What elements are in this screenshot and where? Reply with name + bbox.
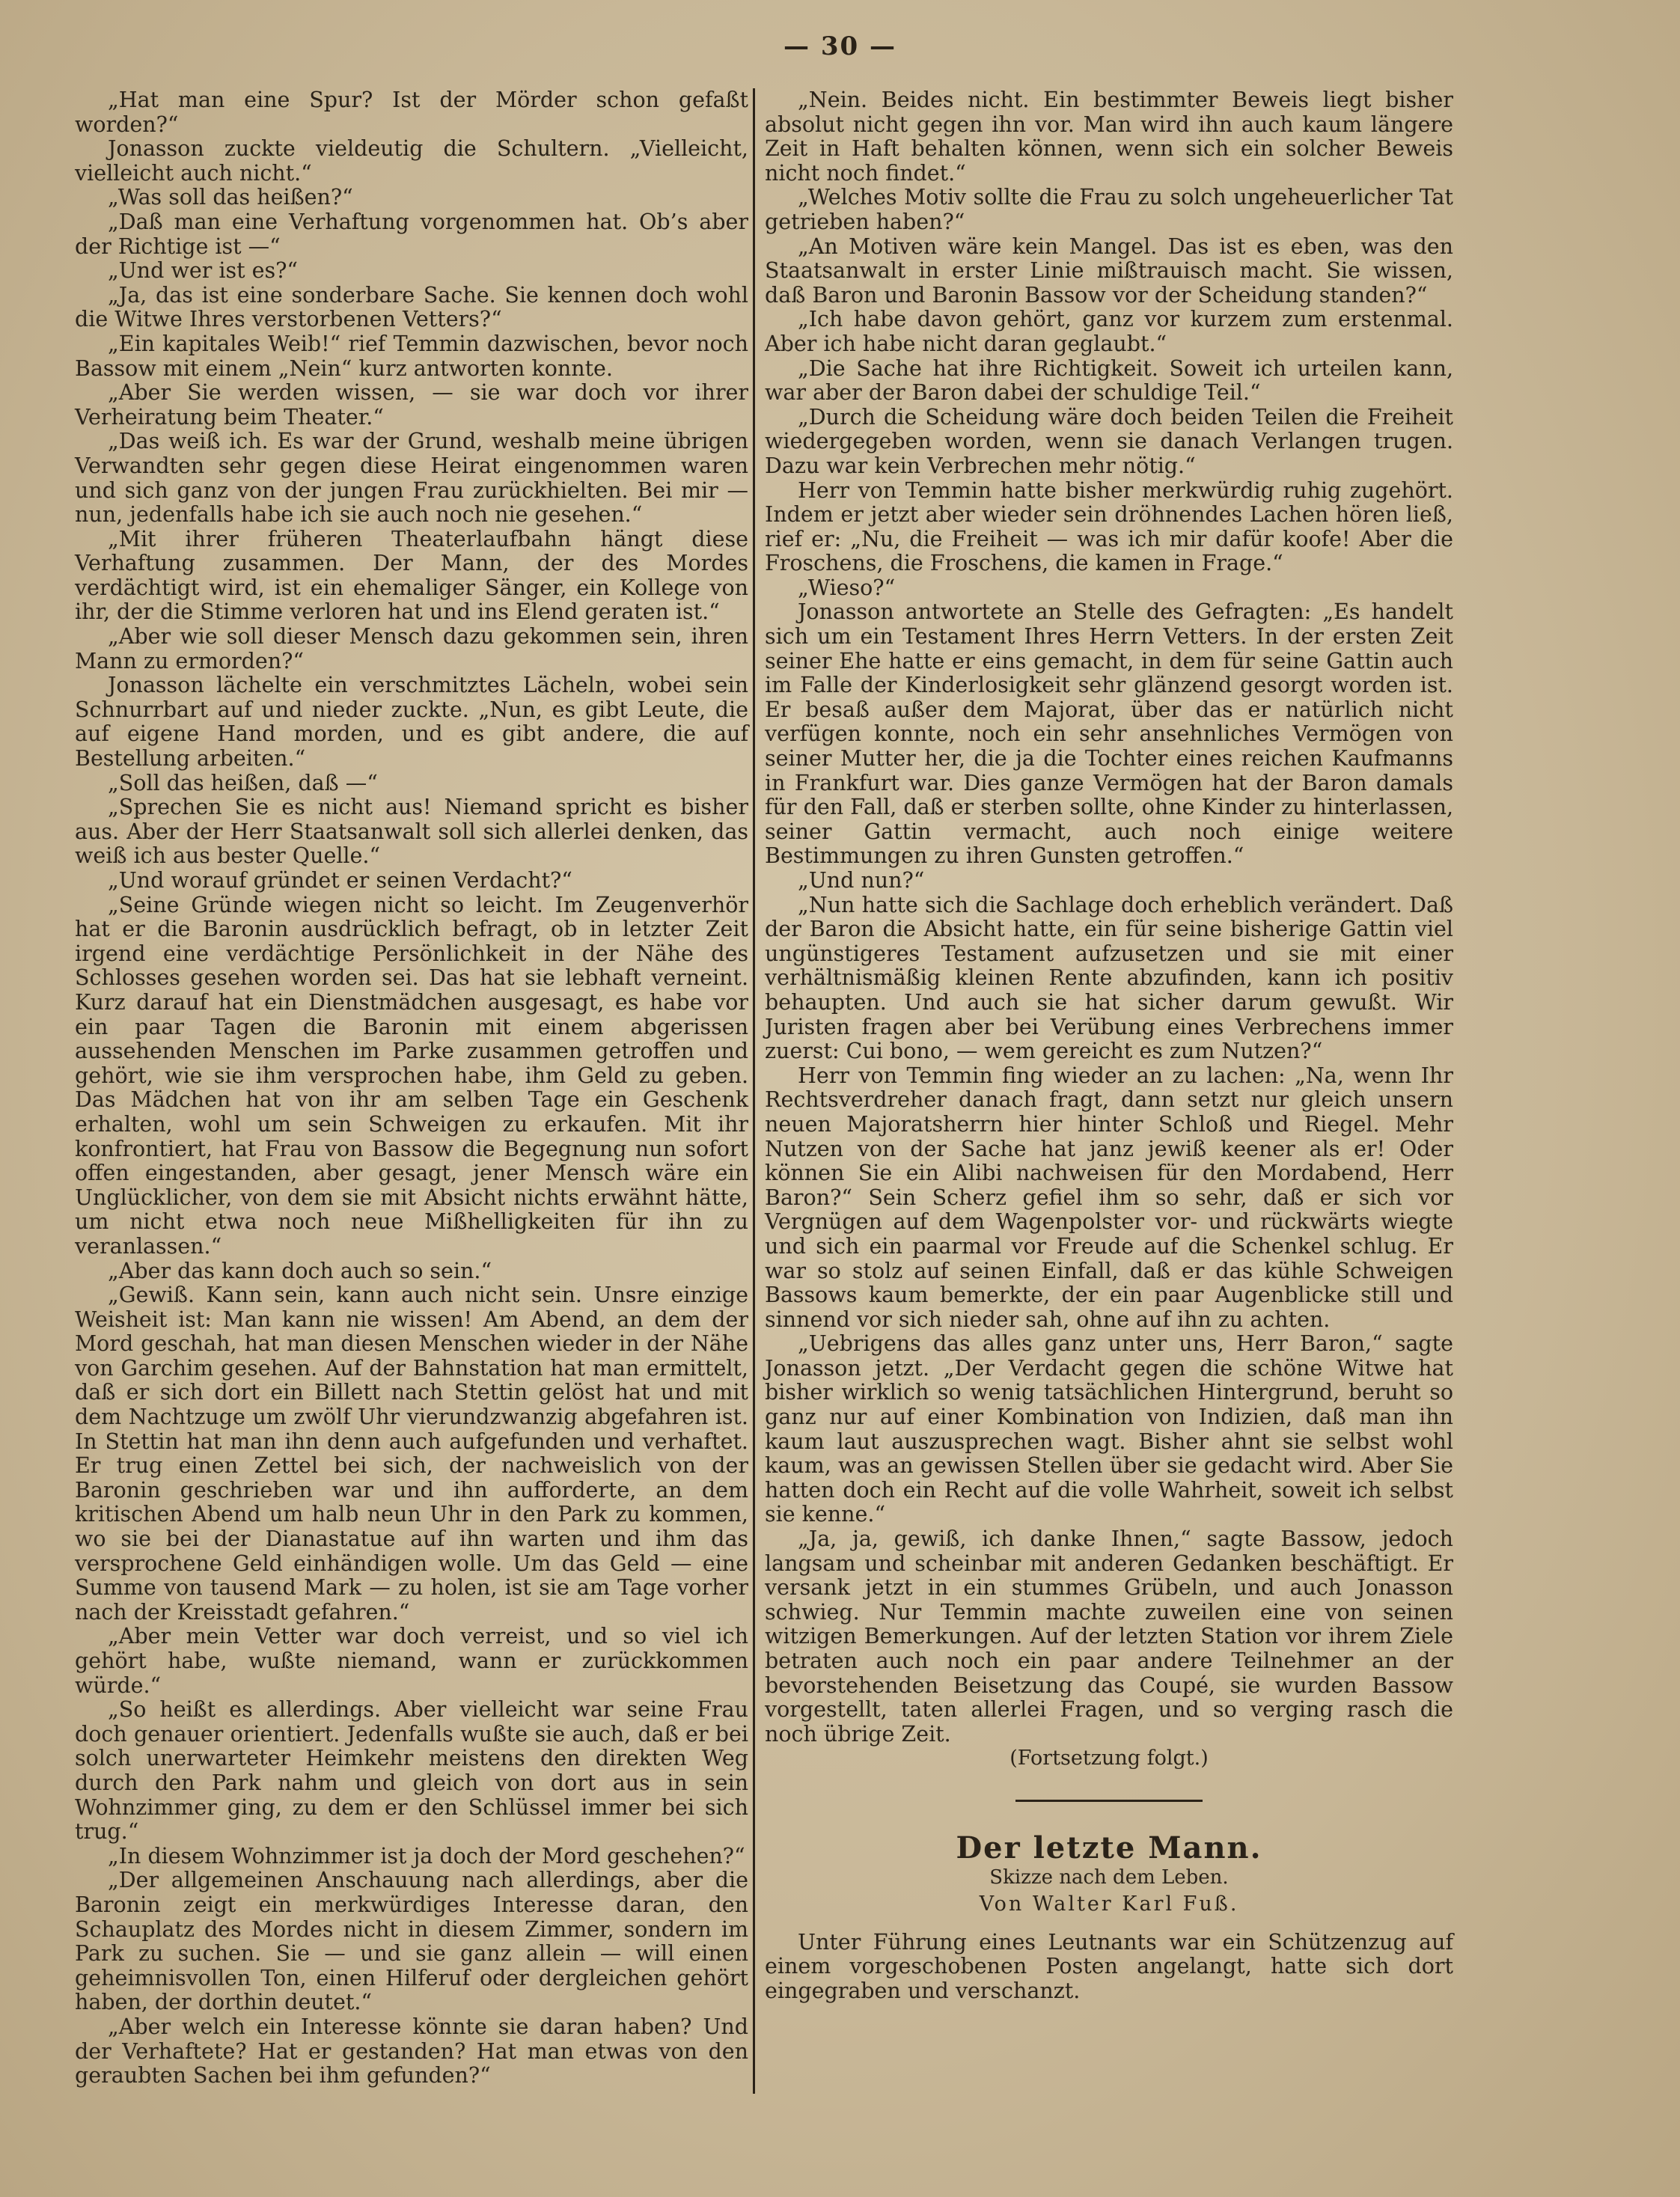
paragraph: „An Motiven wäre kein Mangel. Das ist es eben, was den Staatsanwalt in erster Linie mißtrauisch macht. Sie wissen, daß Baron und Baronin Bassow vor der Scheidung standen?“: [765, 233, 1453, 308]
paragraph: Herr von Temmin hatte bisher merkwürdig ruhig zugehört. Indem er jetzt aber wieder sein dröhnendes Lachen hören ließ, rief er: „Nu, die Freiheit — was ich mir dafür koofe! Aber die Froschens, die Froschens, die kamen in Frage.“: [765, 477, 1453, 576]
page-number: — 30 —: [784, 31, 896, 61]
paragraph: „Was soll das heißen?“: [108, 185, 353, 210]
paragraph: Jonasson zuckte vieldeutig die Schultern. „Vielleicht, vielleicht auch nicht.“: [75, 136, 748, 186]
paragraph: „Das weiß ich. Es war der Grund, weshalb meine übrigen Verwandten sehr gegen diese Heirat eingenommen waren und sich ganz von der jungen Frau zurückhielten. Bei mir — nun, jedenfalls habe ich sie auch noch nie gesehen.“: [75, 429, 748, 528]
paragraph: „Aber welch ein Interesse könnte sie daran haben? Und der Verhaftete? Hat er gestanden? Hat man etwas von den geraubten Sachen bei ihm gefunden?“: [75, 2014, 748, 2088]
paragraph: „Wieso?“: [798, 575, 896, 600]
paragraph: „Nein. Beides nicht. Ein bestimmter Beweis liegt bisher absolut nicht gegen ihn vor. Man wird ihn auch kaum längere Zeit in Haft behalten können, wenn sich ein solcher Beweis nicht noch findet.“: [765, 88, 1453, 186]
story-author: Von Walter Karl Fuß.: [979, 1892, 1239, 1916]
left-column: [75, 88, 748, 2088]
paragraph: „Mit ihrer früheren Theaterlaufbahn hängt diese Verhaftung zusammen. Der Mann, der des Mordes verdächtigt wird, ist ein ehemaliger Sänger, ein Kollege von ihr, der die Stimme verloren hat und ins Elend geraten ist.“: [75, 526, 748, 625]
column-divider: [753, 88, 755, 2094]
paragraph: „Und nun?“: [798, 868, 925, 893]
paragraph: „Welches Motiv sollte die Frau zu solch ungeheuerlicher Tat getrieben haben?“: [765, 185, 1453, 234]
paragraph: „Aber wie soll dieser Mensch dazu gekommen sein, ihren Mann zu ermorden?“: [75, 624, 748, 673]
paragraph: „So heißt es allerdings. Aber vielleicht war seine Frau doch genauer orientiert. Jedenfalls wußte sie auch, daß er bei solch unerwarteter Heimkehr meistens den direkten Weg durch den Park nahm und gleich von dort aus in sein Wohnzimmer ging, zu dem er den Schlüssel immer bei sich trug.“: [75, 1697, 748, 1845]
story-title: Der letzte Mann.: [956, 1830, 1262, 1866]
paragraph: „Ja, das ist eine sonderbare Sache. Sie kennen doch wohl die Witwe Ihres verstorbenen Vetters?“: [75, 282, 748, 332]
section-separator: [1015, 1800, 1203, 1802]
paragraph: „Ja, ja, gewiß, ich danke Ihnen,“ sagte Bassow, jedoch langsam und scheinbar mit anderen Gedanken beschäftigt. Er versank jetzt in ein stummes Grübeln, und auch Jonasson schwieg. Nur Temmin machte zuweilen eine von seinen witzigen Bemerkungen. Auf der letzten Station vor ihrem Ziele betraten auch noch ein paar andere Teilnehmer an der bevorstehenden Beisetzung das Coupé, sie wurden Bassow vorgestellt, taten allerlei Fragen, und so verging rasch die noch übrige Zeit.: [765, 1527, 1453, 1747]
right-column-text: [765, 88, 1453, 1747]
paragraph: „Daß man eine Verhaftung vorgenommen hat. Ob’s aber der Richtige ist —“: [75, 209, 748, 259]
paragraph: „Durch die Scheidung wäre doch beiden Teilen die Freiheit wiedergegeben worden, wenn sie danach Verlangen trugen. Dazu war kein Verbrechen mehr nötig.“: [765, 404, 1453, 478]
paragraph: „In diesem Wohnzimmer ist ja doch der Mord geschehen?“: [108, 1843, 745, 1868]
paragraph: „Uebrigens das alles ganz unter uns, Herr Baron,“ sagte Jonasson jetzt. „Der Verdacht gegen die schöne Witwe hat bisher wirklich so wenig tatsächlichen Hintergrund, beruht so ganz nur auf einer Kombination von Indizien, daß man ihn kaum laut auszusprechen wagt. Bisher ahnt sie selbst wohl kaum, was an gewissen Stellen über sie gedacht wird. Aber Sie hatten doch ein Recht auf die volle Wahrheit, soweit ich selbst sie kenne.“: [765, 1331, 1453, 1527]
paragraph: „Gewiß. Kann sein, kann auch nicht sein. Unsre einzige Weisheit ist: Man kann nie wissen! Am Abend, an dem der Mord geschah, hat man diesen Menschen wieder in der Nähe von Garchim gesehen. Auf der Bahnstation hat man ermittelt, daß er sich dort ein Billett nach Stettin gelöst hat und mit dem Nachtzuge um zwölf Uhr vierundzwanzig abgefahren ist. In Stettin hat man ihn denn auch aufgefunden und verhaftet. Er trug einen Zettel bei sich, der nachweislich von der Baronin geschrieben war und ihn aufforderte, an dem kritischen Abend um halb neun Uhr in den Park zu kommen, wo sie bei der Dianastatue auf ihn warten und ihm das versprochene Geld einhändigen wolle. Um das Geld — eine Summe von tausend Mark — zu holen, ist sie am Tage vorher nach der Kreisstadt gefahren.“: [75, 1283, 748, 1625]
paragraph: Jonasson lächelte ein verschmitztes Lächeln, wobei sein Schnurrbart auf und nieder zuckte. „Nun, es gibt Leute, die auf eigene Hand morden, und es gibt andere, die auf Bestellung arbeiten.“: [75, 673, 748, 771]
paragraph: „Ein kapitales Weib!“ rief Temmin dazwischen, bevor noch Bassow mit einem „Nein“ kurz antworten konnte.: [75, 331, 748, 381]
paragraph: „Seine Gründe wiegen nicht so leicht. Im Zeugenverhör hat er die Baronin ausdrücklich befragt, ob in letzter Zeit irgend eine verdächtige Persönlichkeit in der Nähe des Schlosses gesehen worden sei. Das hat sie lebhaft verneint. Kurz darauf hat ein Dienstmädchen ausgesagt, es habe vor ein paar Tagen die Baronin mit einem abgerissen aussehenden Menschen im Parke zusammen getroffen und gehört, wie sie ihm versprochen habe, ihm Geld zu geben. Das Mädchen hat von ihr am selben Tage ein Geschenk erhalten, wohl um sein Schweigen zu erkaufen. Mit ihr konfrontiert, hat Frau von Bassow die Begegnung nun sofort offen eingestanden, aber gesagt, jener Mensch wäre ein Unglücklicher, von dem sie mit Absicht nichts erwähnt hätte, um nicht etwa noch neue Mißhelligkeiten für ihn zu veranlassen.“: [75, 892, 748, 1259]
paragraph: „Soll das heißen, daß —“: [108, 770, 378, 795]
continuation-note: (Fortsetzung folgt.): [1009, 1747, 1209, 1770]
right-column: [765, 88, 1453, 2004]
paragraph: „Nun hatte sich die Sachlage doch erheblich verändert. Daß der Baron die Absicht hatte, ein für seine bisherige Gattin viel ungünstigeres Testament aufzusetzen und sie mit einer verhältnismäßig kleinen Rente abzufinden, kann ich positiv behaupten. Und auch sie hat sicher darum gewußt. Wir Juristen fragen aber bei Verübung eines Verbrechens immer zuerst: Cui bono, — wem gereicht es zum Nutzen?“: [765, 892, 1453, 1064]
paragraph: „Aber das kann doch auch so sein.“: [108, 1258, 492, 1283]
paragraph: „Sprechen Sie es nicht aus! Niemand spricht es bisher aus. Aber der Herr Staatsanwalt soll sich allerlei denken, das weiß ich aus bester Quelle.“: [75, 795, 748, 869]
story-subtitle: Skizze nach dem Leben.: [989, 1866, 1229, 1889]
paragraph: „Aber mein Vetter war doch verreist, und so viel ich gehört habe, wußte niemand, wann er zurückkommen würde.“: [75, 1624, 748, 1698]
paragraph: Herr von Temmin fing wieder an zu lachen: „Na, wenn Ihr Rechtsverdreher danach fragt, dann setzt nur gleich unsern neuen Majoratsherrn hier hinter Schloß und Riegel. Mehr Nutzen von der Sache hat janz jewiß keener als er! Oder können Sie ein Alibi nachweisen für den Mordabend, Herr Baron?“ Sein Scherz gefiel ihm so sehr, daß er sich vor Vergnügen auf dem Wagenpolster vor- und rückwärts wiegte und sich ein paarmal vor Freude auf die Schenkel schlug. Er war so stolz auf seinen Einfall, daß er das kühle Schweigen Bassows kaum bemerkte, der ein paar Augenblicke still und sinnend vor sich nieder sah, ohne auf ihn zu achten.: [765, 1063, 1453, 1332]
paragraph: „Aber Sie werden wissen, — sie war doch vor ihrer Verheiratung beim Theater.“: [75, 380, 748, 430]
paragraph: „Und worauf gründet er seinen Verdacht?“: [108, 868, 572, 893]
paragraph: „Hat man eine Spur? Ist der Mörder schon gefaßt worden?“: [75, 88, 748, 137]
paragraph: Jonasson antwortete an Stelle des Gefragten: „Es handelt sich um ein Testament Ihres Herrn Vetters. In der ersten Zeit seiner Ehe hatte er eins gemacht, in dem für seine Gattin auch im Falle der Kinderlosigkeit sehr glänzend gesorgt worden ist. Er besaß außer dem Majorat, über das er natürlich nicht verfügen konnte, noch ein sehr ansehnliches Vermögen von seiner Mutter her, die ja die Tochter eines reichen Kaufmanns in Frankfurt war. Dies ganze Vermögen hat der Baron damals für den Fall, daß er sterben sollte, ohne Kinder zu hinterlassen, seiner Gattin vermacht, auch noch einige weitere Bestimmungen zu ihren Gunsten getroffen.“: [765, 599, 1453, 869]
paragraph: „Und wer ist es?“: [108, 258, 298, 284]
paragraph: „Der allgemeinen Anschauung nach allerdings, aber die Baronin zeigt ein merkwürdiges Interesse daran, den Schauplatz des Mordes nicht in diesem Zimmer, sondern im Park zu suchen. Sie — und sie ganz allein — will einen geheimnisvollen Ton, einen Hilferuf oder dergleichen gehört haben, der dorthin deutet.“: [75, 1868, 748, 2015]
paragraph: „Die Sache hat ihre Richtigkeit. Soweit ich urteilen kann, war aber der Baron dabei der schuldige Teil.“: [765, 355, 1453, 406]
paragraph: „Ich habe davon gehört, ganz vor kurzem zum erstenmal. Aber ich habe nicht daran geglaubt.“: [765, 307, 1453, 356]
story-opening-paragraph: Unter Führung eines Leutnants war ein Schützenzug auf einem vorgeschobenen Posten angelangt, hatte sich dort eingegraben und verschanzt.: [765, 1929, 1453, 2003]
